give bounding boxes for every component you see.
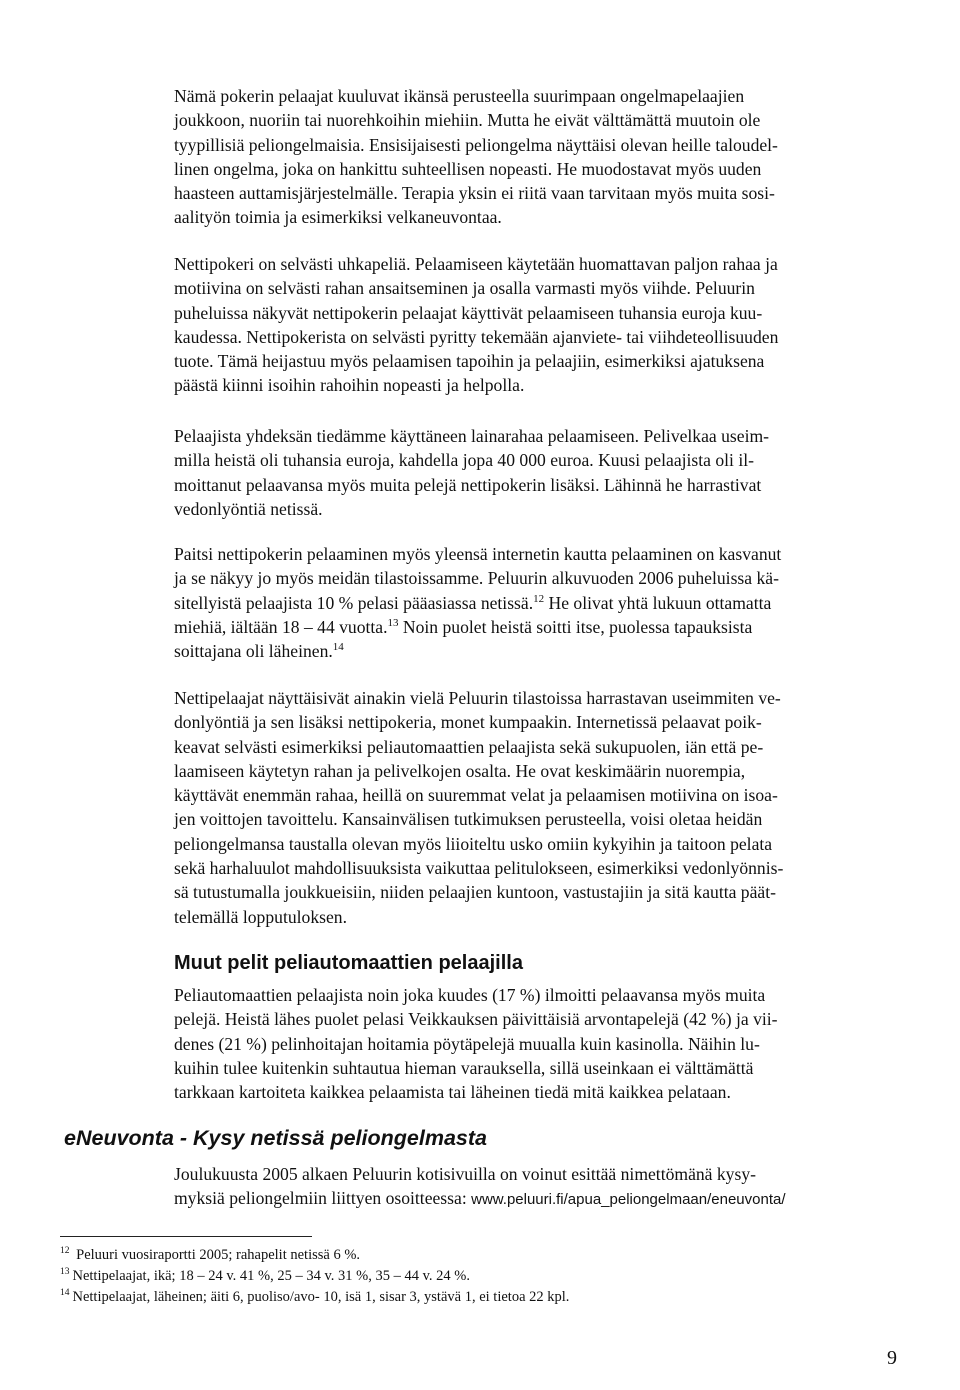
- text-line: denes (21 %) pelinhoitajan hoitamia pöytäpelejä muualla kuin kasinolla. Näihin lu-: [174, 1033, 760, 1054]
- text-line: [174, 591, 900, 615]
- text-line: sekä harhaluulot mahdollisuuksista vaikuttaa pelitulokseen, esimerkiksi vedonlyönnis-: [174, 858, 784, 879]
- footnote-ref-12[interactable]: 12: [533, 592, 545, 605]
- text-line: käyttävät enemmän rahaa, heillä on suuremmat velat ja pelaamisen motiivina on isoa-: [174, 785, 778, 806]
- text-segment: soittajana oli läheinen.: [174, 641, 333, 662]
- text-line: linen ongelma, joka on hankittu suhteellisen nopeasti. He muodostavat myös uuden: [174, 158, 762, 179]
- footnote-13: [60, 1267, 470, 1285]
- text-line: tuote. Tämä heijastuu myös pelaamisen tapoihin ja pelaajiin, esimerkiksi ajatuksena: [174, 351, 765, 372]
- text-line: moittanut pelaavansa myös muita pelejä nettipokerin lisäksi. Lähinnä he harrastivat: [174, 474, 762, 495]
- text-line: milla heistä oli tuhansia euroja, kahdella jopa 40 000 euroa. Kuusi pelaajista oli il-: [174, 450, 754, 471]
- text-line: telemällä lopputuloksen.: [174, 906, 347, 927]
- text-line: vedonlyöntiä netissä.: [174, 498, 323, 519]
- paragraph-loans: [174, 424, 900, 521]
- text-line: puheluissa näkyvät nettipokerin pelaajat käyttivät pelaamiseen tuhansia euroja kuu-: [174, 302, 763, 323]
- text-line: jen voittojen tavoittelu. Kansainvälisen tutkimuksen perusteella, voisi oletaa heidän: [174, 809, 763, 830]
- text-line: motiivina on selvästi rahan ansaitseminen ja osalla varmasti myös viihde. Peluurin: [174, 278, 755, 299]
- footnote-number: 13: [60, 1267, 70, 1277]
- paragraph-net-players: [174, 686, 900, 929]
- footnote-14: [60, 1288, 569, 1306]
- text-line: tarkkaan kartoiteta kaikkea pelaamista tai läheinen tiedä mitä kaikkea pelataan.: [174, 1082, 731, 1103]
- text-segment: myksiä peliongelmiin liittyen osoitteessa:: [174, 1188, 472, 1209]
- text-line: Pelaajista yhdeksän tiedämme käyttäneen lainarahaa pelaamiseen. Pelivelkaa useim-: [174, 426, 770, 446]
- text-line: pelejä. Heistä lähes puolet pelasi Veikkauksen päivittäisiä arvontapelejä (42 %) ja vii-: [174, 1009, 778, 1030]
- text-line: [174, 615, 900, 639]
- paragraph-other-games: [174, 983, 900, 1104]
- text-line: keavat selvästi esimerkiksi peliautomaattien pelaajista sekä sukupuolen, iän että pe-: [174, 736, 764, 757]
- paragraph-poker-players: [174, 84, 900, 230]
- text-line: Peliautomaattien pelaajista noin joka kuudes (17 %) ilmoitti pelaavansa myös muita: [174, 985, 766, 1005]
- footnote-ref-13[interactable]: 13: [387, 616, 399, 629]
- text-line: peliongelmansa taustalla olevan myös liioiteltu usko omiin kykyihin ja taitoon pelata: [174, 833, 773, 854]
- text-line: joukkoon, nuoriin tai nuorehkoihin miehiin. Mutta he eivät välttämättä muutoin ole: [174, 110, 761, 131]
- text-line: donlyöntiä ja sen lisäksi nettipokeria, monet kumpaakin. Internetissä pelaavat poik-: [174, 712, 762, 733]
- eneuvonta-link[interactable]: www.peluuri.fi/apua_peliongelmaan/eneuvonta/: [471, 1191, 786, 1209]
- text-line: päästä kiinni isoihin rahoihin nopeasti ja helpolla.: [174, 375, 525, 396]
- footnote-12: [60, 1246, 360, 1264]
- paragraph-net-poker: [174, 252, 900, 398]
- text-line: aalityön toimia ja esimerkiksi velkaneuvontaa.: [174, 207, 502, 228]
- text-line: sä tutustumalla joukkueisiin, niiden pelaajien kuntoon, vastustajiin ja sitä kautta päät-: [174, 882, 776, 903]
- text-line: haasteen auttamisjärjestelmälle. Terapia yksin ei riitä vaan tarvitaan myös muita sosi-: [174, 183, 775, 204]
- text-line: Paitsi nettipokerin pelaaminen myös yleensä internetin kautta pelaaminen on kasvanut: [174, 544, 782, 564]
- footnote-text: Peluuri vuosiraportti 2005; rahapelit netissä 6 %.: [72, 1247, 361, 1263]
- page-number: 9: [887, 1347, 897, 1369]
- text-segment: sitellyistä pelaajista 10 % pelasi pääasiassa netissä.: [174, 592, 534, 613]
- text-line: laamiseen käytetyn rahan ja pelivelkojen osalta. He ovat keskimäärin nuorempia,: [174, 760, 746, 781]
- paragraph-eneuvonta: [174, 1162, 900, 1213]
- text-line: [174, 1186, 900, 1212]
- footnote-text: Nettipelaajat, ikä; 18 – 24 v. 41 %, 25 – 34 v. 31 %, 35 – 44 v. 24 %.: [72, 1268, 470, 1284]
- text-line: ja se näkyy jo myös meidän tilastoissamme. Peluurin alkuvuoden 2006 puheluissa kä-: [174, 568, 779, 589]
- text-line: [174, 639, 900, 663]
- text-line: tyypillisiä peliongelmaisia. Ensisijaisesti peliongelma näyttäisi olevan heille taloudel-: [174, 134, 778, 155]
- text-line: Joulukuusta 2005 alkaen Peluurin kotisivuilla on voinut esittää nimettömänä kysy-: [174, 1164, 756, 1184]
- footnote-divider: [60, 1236, 312, 1237]
- footnote-ref-14[interactable]: 14: [332, 641, 344, 654]
- text-line: kaudessa. Nettipokerista on selvästi pyritty tekemään ajanviete- tai viihdeteollisuuden: [174, 326, 779, 347]
- chapter-heading: eNeuvonta - Kysy netissä peliongelmasta: [64, 1126, 487, 1150]
- text-segment: Noin puolet heistä soitti itse, puolessa tapauksista: [398, 616, 753, 637]
- text-line: kuihin tulee kuitenkin suhtautua hieman varauksella, sillä useinkaan ei välttämättä: [174, 1057, 754, 1078]
- section-heading: Muut pelit peliautomaattien pelaajilla: [174, 952, 523, 974]
- footnote-text: Nettipelaajat, läheinen; äiti 6, puoliso/avo- 10, isä 1, sisar 3, ystävä 1, ei tietoa 22 kpl.: [72, 1289, 570, 1305]
- text-line: Nettipokeri on selvästi uhkapeliä. Pelaamiseen käytetään huomattavan paljon rahaa ja: [174, 254, 778, 274]
- paragraph-internet-gaming: [174, 542, 900, 663]
- text-segment: miehiä, iältään 18 – 44 vuotta.: [174, 616, 388, 637]
- footnote-number: 14: [60, 1288, 70, 1298]
- text-segment: He olivat yhtä lukuun ottamatta: [544, 592, 772, 613]
- footnote-number: 12: [60, 1246, 70, 1256]
- text-line: Nämä pokerin pelaajat kuuluvat ikänsä perusteella suurimpaan ongelmapelaajien: [174, 86, 745, 106]
- text-line: Nettipelaajat näyttäisivät ainakin vielä Peluurin tilastoissa harrastavan useimmiten ve-: [174, 688, 781, 708]
